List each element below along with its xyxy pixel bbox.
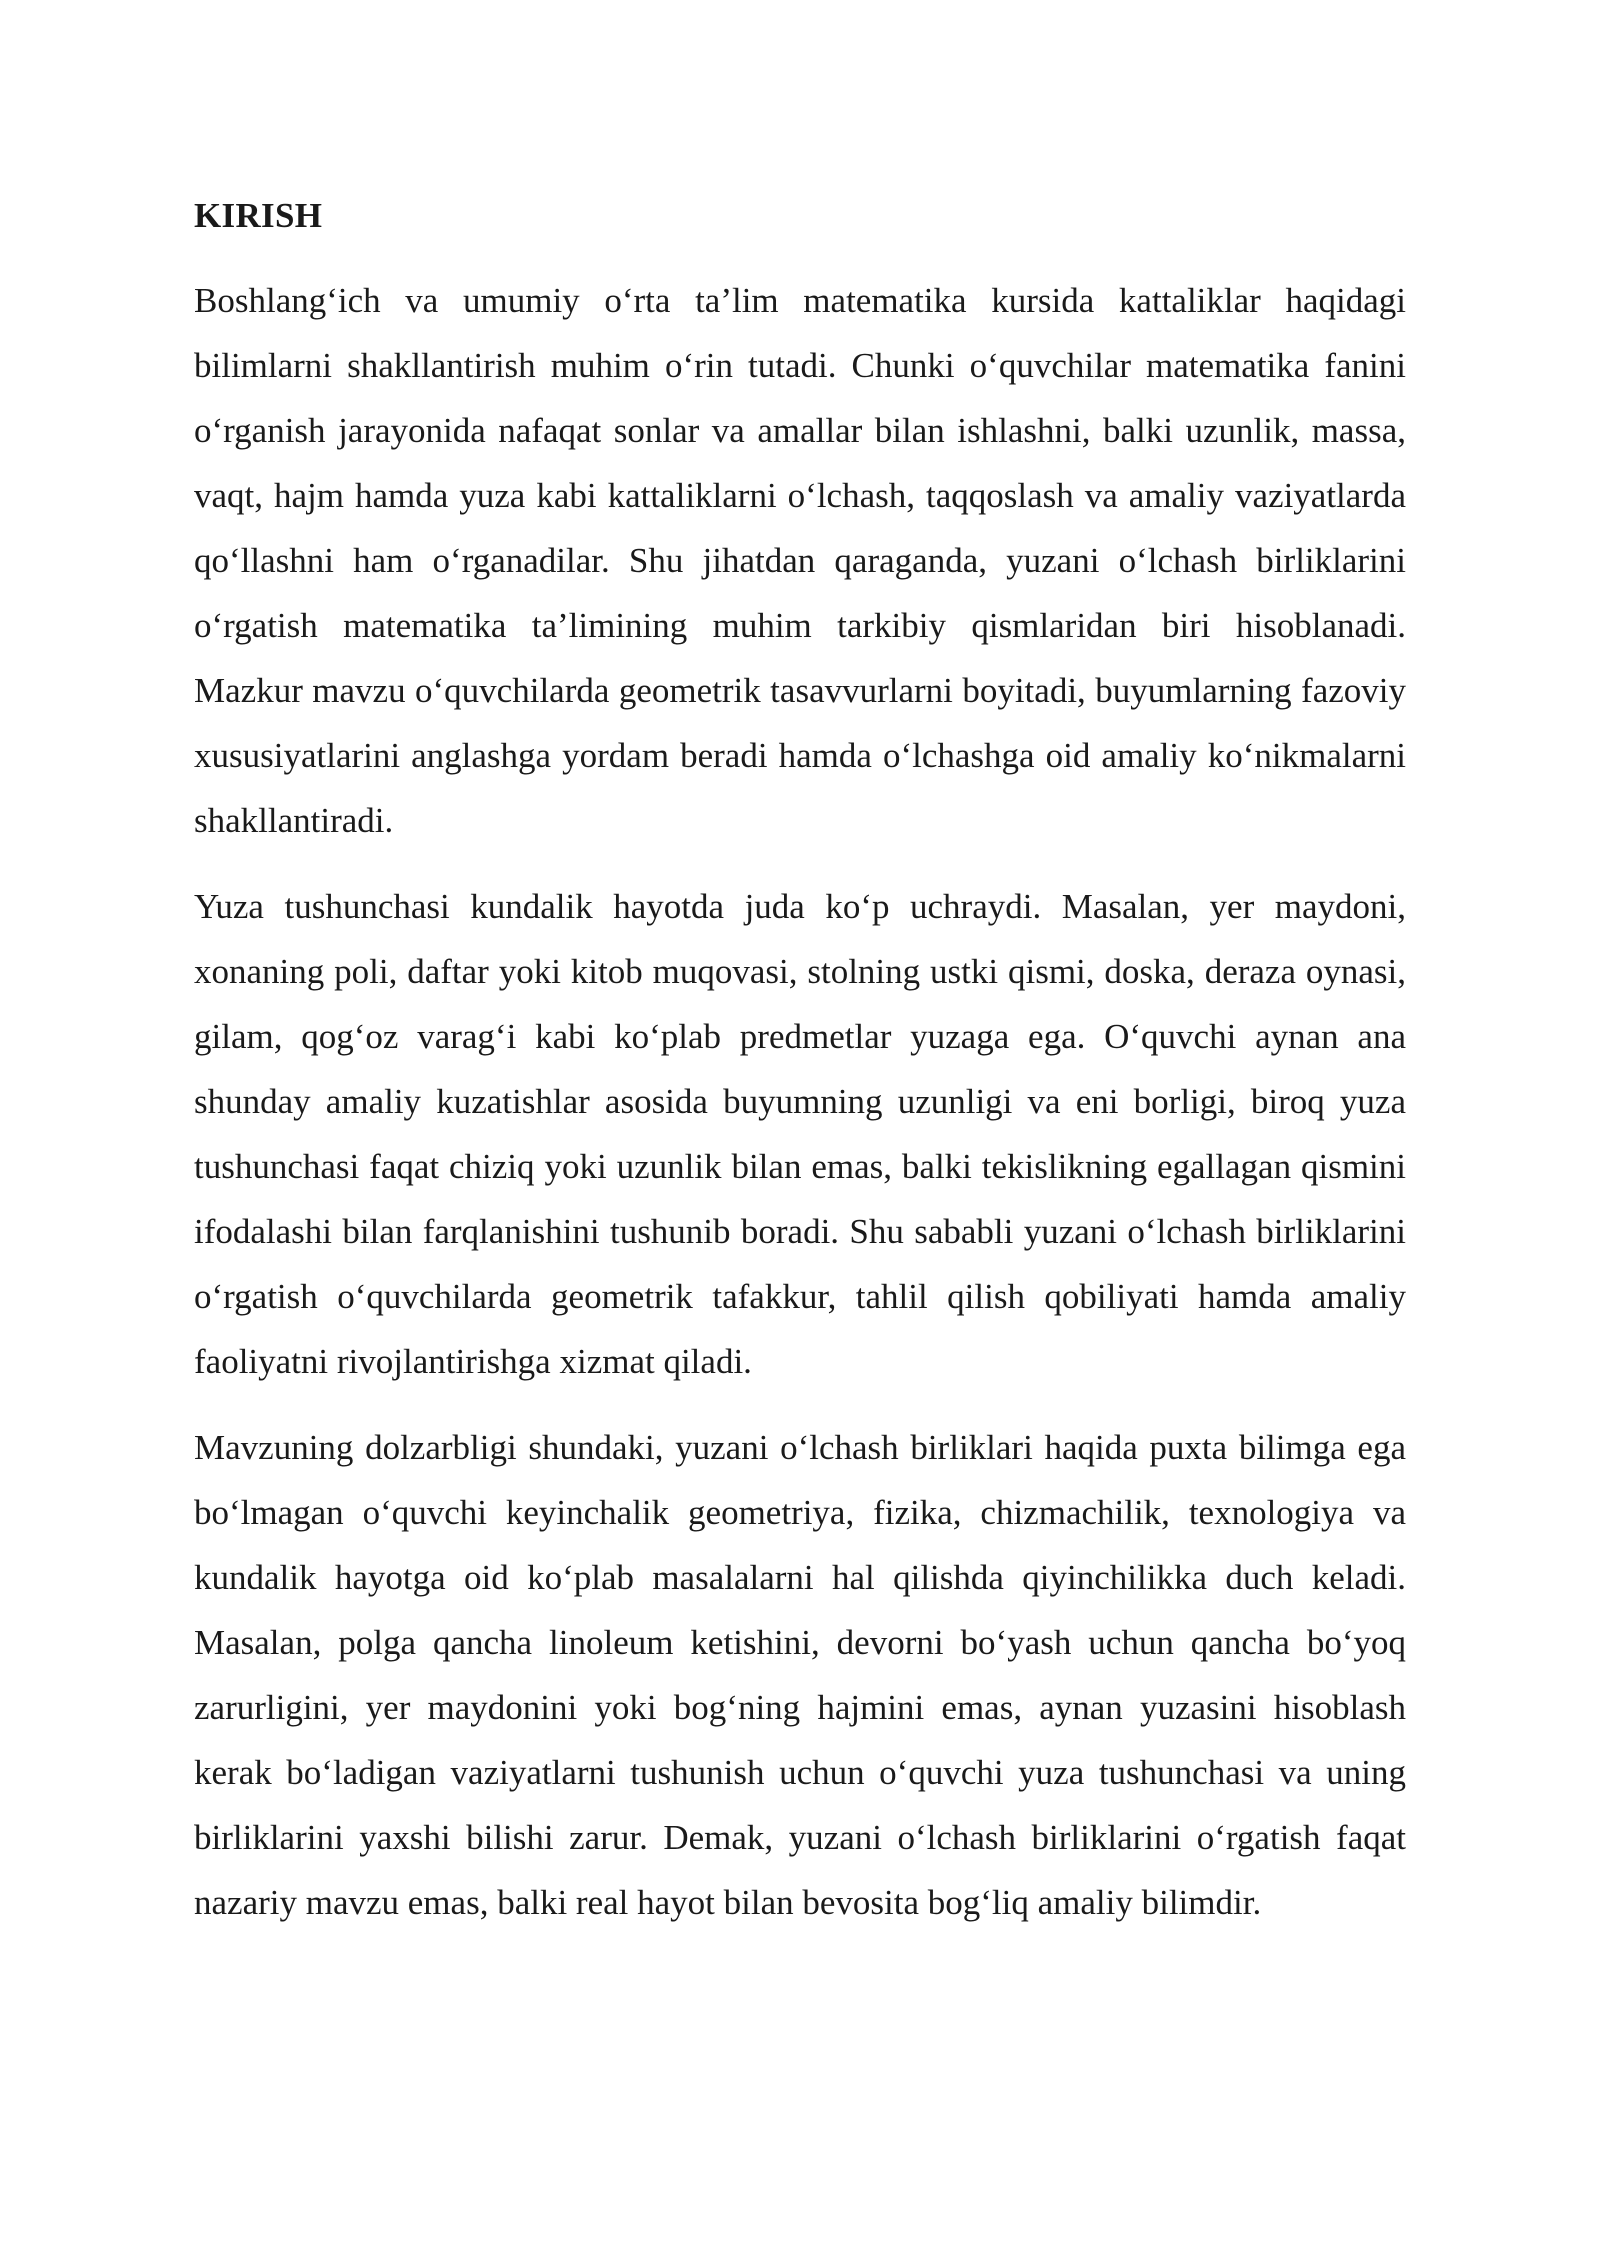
document-body xyxy=(194,186,1406,1956)
paragraph-3: Mavzuning dolzarbligi shundaki, yuzani o‘lchash birliklari haqida puxta bilimga ega bo‘lmagan o‘quvchi keyinchalik geometriya, fizika, chizmachilik, texnologiya va kundalik hayotga oid ko‘plab masalalarni hal qilishda qiyinchilikka duch keladi. Masalan, polga qancha linoleum ketishini, devorni bo‘yash uchun qancha bo‘yoq zarurligini, yer maydonini yoki bog‘ning hajmini emas, aynan yuzasini hisoblash kerak bo‘ladigan vaziyatlarni tushunish uchun o‘quvchi yuza tushunchasi va uning birliklarini yaxshi bilishi zarur. Demak, yuzani o‘lchash birliklarini o‘rgatish faqat nazariy mavzu emas, balki real hayot bilan bevosita bog‘liq amaliy bilimdir. xyxy=(194,1428,1406,1922)
paragraph-2: Yuza tushunchasi kundalik hayotda juda ko‘p uchraydi. Masalan, yer maydoni, xonaning poli, daftar yoki kitob muqovasi, stolning ustki qismi, doska, deraza oynasi, gilam, qog‘oz varag‘i kabi ko‘plab predmetlar yuzaga ega. O‘quvchi aynan ana shunday amaliy kuzatishlar asosida buyumning uzunligi va eni borligi, biroq yuza tushunchasi faqat chiziq yoki uzunlik bilan emas, balki tekislikning egallagan qismini ifodalashi bilan farqlanishini tushunib boradi. Shu sababli yuzani o‘lchash birliklarini o‘rgatish o‘quvchilarda geometrik tafakkur, tahlil qilish qobiliyati hamda amaliy faoliyatni rivojlantirishga xizmat qiladi. xyxy=(194,887,1406,1381)
paragraph-1: Boshlang‘ich va umumiy o‘rta ta’lim matematika kursida kattaliklar haqidagi bilimlarni shakllantirish muhim o‘rin tutadi. Chunki o‘quvchilar matematika fanini o‘rganish jarayonida nafaqat sonlar va amallar bilan ishlashni, balki uzunlik, massa, vaqt, hajm hamda yuza kabi kattaliklarni o‘lchash, taqqoslash va amaliy vaziyatlarda qo‘llashni ham o‘rganadilar. Shu jihatdan qaraganda, yuzani o‘lchash birliklarini o‘rgatish matematika ta’limining muhim tarkibiy qismlaridan biri hisoblanadi. Mazkur mavzu o‘quvchilarda geometrik tasavvurlarni boyitadi, buyumlarning fazoviy xususiyatlarini anglashga yordam beradi hamda o‘lchashga oid amaliy ko‘nikmalarni shakllantiradi. xyxy=(194,281,1406,840)
section-heading: KIRISH xyxy=(194,196,323,235)
